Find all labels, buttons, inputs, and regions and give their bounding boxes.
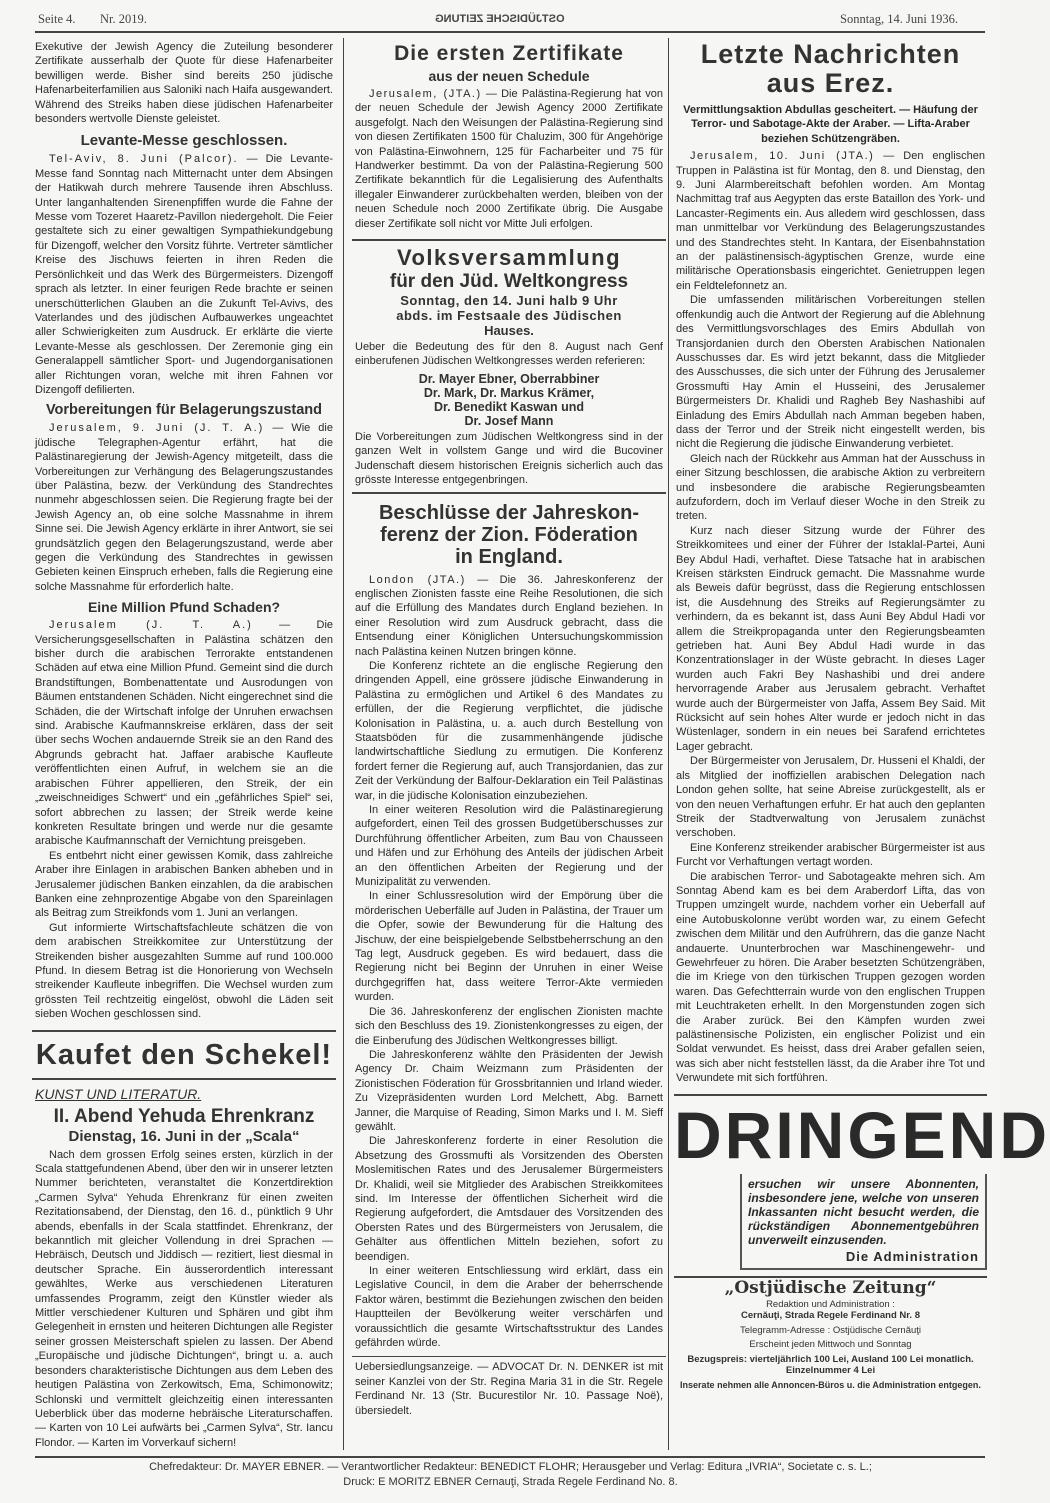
article-body: In einer weiteren Entschliessung wird erklärt, dass ein Legislative Council, in dem die Araber der beherrschende Faktor wären, bestimmt die Beziehungen zwischen den beiden Hauptteilen der Bevölkerung weiter verschärfen und voraussichtlich die gesamte Wirtschaftsstruktur des Landes gefährden würde. [355, 1265, 663, 1350]
headline-nachrichten-2: aus Erez. [766, 68, 895, 98]
schekel-ad [32, 1030, 336, 1080]
article-body: Eine Konferenz streikender arabischer Bürgermeister ist aus Furcht vor Verhaftungen vertagt worden. [676, 841, 985, 869]
dateline: Jerusalem (J. T. A.) [49, 619, 253, 632]
dringend-text: ersuchen wir unsere Abonnenten, insbesondere jene, welche von unseren Inkassanten nicht besucht werden, die rückständigen Abonnementgebühren unverweilt einzusenden. [748, 1176, 979, 1247]
ad-time: Sonntag, den 14. Juni halb 9 Uhr [400, 293, 618, 309]
footer-printer: Druck: E MORITZ EBNER Cernauţi, Strada Regele Ferdinand No. 8. [343, 1476, 678, 1488]
section-title: KUNST UND LITERATUR. [35, 1085, 202, 1102]
headline-nachrichten: Letzte Nachrichten [700, 39, 961, 69]
imprint-price: Bezugspreis: vierteljährlich 100 Lei, Ausland 100 Lei monatlich. Einzelnummer 4 Lei [687, 1353, 974, 1377]
column-3 [674, 39, 1050, 1391]
headline-ehrenkranz: II. Abend Yehuda Ehrenkranz [53, 1105, 315, 1127]
article-body: Der Bürgermeister von Jerusalem, Dr. Husseni el Khaldi, der als Mitglied der inoffiziellen arabischen Delegation nach London gehen sollte, hat seine Abreise zurückgestellt, als er von den neuen Verhaftungen erfuhr. Er hat auch den geplanten Streik der Stadtverwaltung von Jerusalem zunächst verschoben. [676, 755, 985, 840]
divider [352, 1356, 666, 1357]
article-body: Es entbehrt nicht einer gewissen Komik, dass zahlreiche Araber ihre Einlagen in arabischen Banken abheben und in Jerusalemer jüdischen Banken einzahlen, da die arabischen Banken eine zehnprozentige Abgabe von den Spareinlagen als Beitrag zum Streikfonds vom 1. Juni an verlangen. [35, 849, 333, 920]
article-body: — Die Levante-Messe fand Sonntag nach Mitternacht unter dem Absingen der Hatikwah durch mehrere Tausende ihren Abschluss. Unter langanhaltenden Sirenenpfiffen wurde die Fahne der Messe vom Tozeret Haaretz-Pavillon niedergeholt. Die Feier gestaltete sich zu einer gewaltigen Sympathiekundgebung für Dizengoff, welcher den Vorsitz führte. Vertreter sämtlicher Kreise des Jischuws feierten in ihren Reden die Persönlichkeit und das Werk des Bürgermeisters. Dizengoff sprach als letzter. In einer feurigen Rede brachte er seinen unerschütterlichen Glauben an die Zukunft Tel-Avivs, des Vaterlandes und des jüdischen Aufbauwerkes ungeachtet aller Schwierigkeiten zum Ausdruck. Er erklärte die vierte Levante-Messe als geschlossen. Der Zeremonie ging ein Generalappell sämtlicher Sport- und Jugendorganisationen aller Richtungen voran, welche mit ihren Fahnen vor Dizengoff defilierten. [35, 153, 333, 396]
article-body: Kurz nach dieser Sitzung wurde der Führer des Streikkomitees und einer der Führer der Istaklal-Partei, Auni Bey Abdul Hadi, verhaftet. Diese Tatsache hat in arabischen Kreisen stärksten Eindruck gemacht. Die Massnahme wurde als Beweis dafür begrüsst, dass die Regierung entschlossen ist, die Ausdehnung des Streiks auf Regierungsämter zu verhindern, da es bekannt ist, dass Auni Bey Abdul Hadi vor allem die Streikpropaganda unter den Regierungsbeamten getrieben hat. Auni Bey Abdul Hadi wurde in das Konzentrationslager in der Wüste gebracht. In dieses Lager wurden auch Fakri Bey Nashashibi und drei andere hervorragende Araber aus Jerusalem gebracht. Verhaftet wurde auch der Bürgermeister von Jaffa, Assem Bey Said. Mit Rücksicht auf sein hohes Alter wurde er jedoch nicht in das Wüstenlager, sondern in ein neues bei Sarafend errichtetes Lager gebracht. [676, 524, 985, 753]
ad-speakers: Dr. Mark, Dr. Markus Krämer, [423, 385, 595, 400]
ad-place: abds. im Festsaale des Jüdischen [396, 308, 622, 324]
column-divider [668, 38, 669, 1450]
article-body: Die umfassenden militärischen Vorbereitungen stellen offenkundig auch die Antwort der Regierung auf die Ablehnung des Vermittlungsvorschlages des Emirs Abdullah von Transjordanien durch den Obersten Arabischen Nationalen Ausschusses dar. Es wird jetzt bekannt, dass die Mitglieder des Ausschusses, die sich unter der Führung des Jerusalemer Grossmufti Hay Amin el Husseini, des Jerusalemer Bürgermeisters Dr. Khalidi und Ragheb Bey Nashashibi auf Einladung des Emirs Abdullah nach Amman begeben haben, dass der Terror und der Streik nicht eingestellt werden, bis nicht die Regierung die jüdische Einwanderung verbietet. [676, 294, 985, 451]
article-body: — Die Palästina-Regierung hat von der neuen Schedule der Jewish Agency 2000 Zertifikate ausgefolgt. Nach den Weisungen der Palästina-Regierung sind von diesen Zertifikaten 1500 für Chaluzim, 300 für Angehörige von Palästina-Einwohnern, 125 für Facharbeiter und 75 für Handwerker bestimmt. Da von der Palästina-Regierung 500 Zertifikate bekanntlich für die Legalisierung des Aufenthalts illegaler Einwanderer zurückbehalten werden, bleiben von der neuen Schedule noch 2000 Zertifikate übrig. Die Ausgabe dieser Zertifikate soll nicht vor Mitte Juli erfolgen. [355, 88, 663, 230]
issue-number: Nr. 2019. [100, 12, 147, 26]
dateline: Tel-Aviv, 8. Juni (Palcor). [49, 153, 239, 166]
ad-speakers: Dr. Benedikt Kaswan und [433, 399, 585, 414]
ad-intro: Ueber die Bedeutung des für den 8. August nach Genf einberufenen Jüdischen Weltkongresses werden referieren: [355, 341, 663, 368]
imprint-ads: Inserate nehmen alle Annoncen-Büros u. die Administration entgegen. [680, 1379, 981, 1390]
article-body: Die Konferenz richtete an die englische Regierung den dringenden Appell, eine grössere jüdische Einwanderung in Palästina zu ermöglichen und Artikel 6 des Mandates zu erfüllen, der die Regierung verpflichtet, die jüdische Kolonisation in Palästina, u. a. auch durch Bestellung von Staatsböden für die zusammenhängende jüdische landwirtschaftliche Siedlung zu ermutigen. Die Konferenz fordert ferner die Regierung auf, auch Transjordanien, das zur Zeit der Verkündung der Balfour-Deklaration ein Teil Palästinas war, in die jüdische Kolonisation einzubeziehen. [355, 659, 663, 802]
article-body: — Wie die jüdische Telegraphen-Agentur erfährt, hat die Palästinaregierung der Jewish-Agency mitgeteilt, dass die Vorbereitungen zur Verhängung des Belagerungszustandes über Palästina, bezw. der Verkündung des Standrechtes nunmehr abgeschlossen seien. Die Regierung fragte bei der Jewish Agency an, ob eine solche Massnahme in ihrem Sinne sei. Die Jewish Agency erklärte in ihrer Antwort, sie sei grundsätzlich gegen den Belagerungszustand, werde aber gegen die Verkündung des Standrechtes in gewissen Gebieten keinen Einspruch erheben, falls die Regierung eine solche Massnahme für erforderlich halte. [35, 422, 333, 593]
article-body: In einer Schlussresolution wird der Empörung über die mörderischen Ueberfälle auf Juden in Palästina, der Trauer um die Opfer, sowie der Bewunderung für die Haltung des Jischuw, der eine beispielgebende Selbstbeherrschung an den Tag legt, Ausdruck gegeben. Es wird bedauert, dass die Regierung nicht bei Beginn der Unruhen in einer Weise durchgegriffen hat, dass weitere Terror-Akte vermieden wurden. [355, 890, 663, 1004]
dringend-box [740, 1174, 987, 1270]
imprint-name: „Ostjüdische Zeitung“ [724, 1277, 937, 1298]
headline-beschluesse-2: ferenz der Zion. Föderation [380, 523, 638, 546]
relocation-notice: Uebersiedlungsanzeige. — ADVOCAT Dr. N. DENKER ist mit seiner Kanzlei von der Str. Regina Maria 31 in die Str. Regele Ferdinand Nr. 13 (Str. Bucurestilor Nr. 10. Passage Noë), übersiedelt. [355, 1361, 663, 1417]
dringend-notice [674, 1094, 1050, 1270]
ad-speakers: Dr. Mayer Ebner, Oberrabbiner [418, 371, 600, 386]
dateline: Jerusalem, (JTA.) [369, 88, 482, 100]
headline-belagerung: Vorbereitungen für Belagerungszustand [45, 402, 323, 419]
article-body: Die Jahreskonferenz forderte in einer Resolution die Absetzung des Grossmufti als Vorsitzenden des Obersten Moslemitischen Rates und des Jerusalemer Bürgermeisters Dr. Khalidi, weil sie Mitglieder des Arabischen Streikkomitees sind. Im Interesse der öffentlichen Sicherheit wird die Regierung aufgefordert, die Amtsdauer des Vorsitzenden des Obersten Rates und des Bürgermeisters von Jerusalem, die Gehälter aus öffentlichen Mitteln beziehen, sofort zu beendigen. [355, 1135, 663, 1263]
subheadline-ehrenkranz: Dienstag, 16. Juni in der „Scala“ [68, 1127, 300, 1145]
article-body: Die arabischen Terror- und Sabotageakte mehren sich. Am Sonntag Abend kam es bei dem Araberdorf Lifta, das von Truppen umzingelt wurde, nachdem vorher ein Ueberfall auf eine Autobuskolonne verübt worden war, zu einem Gefecht zwischen dem Militär und den Aufrührern, das die ganze Nacht andauerte. Ununterbrochen war Maschinengewehr- und Gewehrfeuer zu hören. Die Araber besetzten Schützengräben, die im Kriege von den türkischen Truppen gezogen worden waren. Das Gefechtterrain wurde von den englischen Truppen mit Leuchtraketen erhellt. In den Morgenstunden zogen sich die Araber zurück. Bei den Kämpfen wurden zwei palästinensische Polizisten, ein englischer Polizist und ein Soldat verwundet. Es heisst, dass drei Araber gefallen seien, was sich aber nicht feststellen lässt, da die Araber ihre Tot und Verwundete mit sich fortführen. [676, 870, 985, 1085]
issue-date: Sonntag, 14. Juni 1936. [840, 12, 959, 26]
beschluesse-article [355, 502, 663, 1351]
article-body: Nach dem grossen Erfolg seines ersten, kürzlich in der Scala stattgefundenen Abend, über den wir in unserer letzten Nummer berichteten, veranstaltet die Konzertdirektion „Carmen Sylva“ Yehuda Ehrenkranz für einen zweiten Rezitationsabend, der Dienstag, den 16. d., pünktlich 9 Uhr abends, ebenfalls in der Scala stattfindet. Ehrenkranz, der bekanntlich mit gleicher Vollendung in drei Sprachen — Hebräisch, Deutsch und Jiddisch — rezitiert, liest diesmal in deutscher Sprache. Ein äusserordentlich interessant gewähltes, Werke aus verschiedenen Literaturen umfassendes Programm, zeigt den Künstler wieder als Mittler verschiedener Kulturen und Sphären und gibt ihm Gelegenheit in ernsten und heiteren Dichtungen alle Register seiner grossen Meisterschaft spielen zu lassen. Der Abend „Europäische und jüdische Dichtungen“, bringt u. a. auch besonders charakteristische Dichtungen aus dem Leben des heutigen Palästina von Zerkowitsch, Ema, Schimonowitz; Schlonski und vermittelt gleichzeitig einen interessanten Ueberblick über das moderne hebräische Literaturschaffen. — Karten von 10 Lei aufwärts bei „Carmen Sylva“, Str. Iancu Flondor. — Karten im Vorverkauf sichern! [35, 1148, 333, 1449]
imprint-schedule: Erscheint jeden Mittwoch und Sonntag [749, 1339, 912, 1351]
article-body: Gut informierte Wirtschaftsfachleute schätzen die von dem arabischen Streikkomitee zur Unterstützung der Streikenden bisher ausgezahlten Summe auf rund 100.000 Pfund. In diesem Betrag ist die Honorierung von Wechseln streikender Kaufleute inbegriffen. Die Wechsel wurden zum grössten Teil rechtzeitig eingelöst, obwohl die Läden seit sieben Wochen geschlossen sind. [35, 921, 333, 1021]
footer-rule [35, 1456, 985, 1458]
subheadline-zertifikate: aus der neuen Schedule [428, 68, 590, 84]
dringend-title: DRINGEND [674, 1097, 1050, 1172]
article-body: — Den englischen Truppen in Palästina ist für Montag, den 8. und Dienstag, den 9. Juni Alarmbereitschaft befohlen worden. Am Montag Nachmittag traf aus Aegypten das erste Bataillon des York- und Lancaster-Regiments ein. Aus alledem wird geschlossen, dass man unmittelbar vor Verkündung des Belagerungszustandes und des Standrechtes steht. In Kantara, der Eisenbahnstation an der palästinensisch-ägyptischen Grenze, wurde eine militärische Operationsbasis eingerichtet. Genietruppen legen ein Feldtelefonnetz an. [676, 150, 985, 292]
footer [38, 1460, 983, 1490]
dateline: Jerusalem, 9. Juni (J. T. A.) [49, 422, 265, 435]
ad-speakers: Dr. Josef Mann [464, 413, 554, 428]
imprint-telegram: Telegramm-Adresse : Ostjüdische Cernăuţi [739, 1324, 922, 1336]
ad-title: Volksversammlung [396, 245, 622, 271]
ad-subtitle: für den Jüd. Weltkongress [389, 271, 629, 293]
imprint [674, 1276, 987, 1392]
footer-editors: Chefredakteur: Dr. MAYER EBNER. — Verantwortlicher Redakteur: BENEDICT FLOHR; Herausgeber und Verlag: Editura „IVRIA“, Societate c. s. L.; [149, 1461, 872, 1473]
article-body: In einer weiteren Resolution wird die Palästinaregierung aufgefordert, einen Teil des grossen Budgetüberschusses zur Durchführung öffentlicher Arbeiten, zum Bau von Chausseen und Häfen und zur Erhöhung des Anteils der jüdischen Arbeit an den öffentlichen Arbeiten der Regierung und der Munizipalität zu verwenden. [355, 804, 663, 889]
headline-zertifikate: Die ersten Zertifikate [394, 42, 624, 65]
headline-beschluesse-3: in England. [455, 545, 563, 568]
column-1 [35, 40, 333, 1450]
article-intro: Exekutive der Jewish Agency die Zuteilung besonderer Zertifikate ausserhalb der Quote für diese Hafenarbeiter bewilligen werde. Bisher sind bereits 250 jüdische Hafenarbeiterfamilien aus Saloniki nach Haifa ausgewandert. Während des Streiks haben diese jüdischen Hafenarbeiter besonders wertvolle Dienste geleistet. [35, 41, 333, 126]
column-2 [355, 42, 663, 1418]
masthead: OSTJÜDISCHE ZEITUNG [435, 13, 565, 25]
page-number: Seite 4. [38, 12, 76, 26]
dringend-signature: Die Administration [845, 1248, 979, 1264]
headline-levante: Levante-Messe geschlossen. [80, 132, 288, 150]
headline-beschluesse: Beschlüsse der Jahreskon- [378, 501, 640, 524]
volksversammlung-ad [352, 239, 666, 493]
column-divider [343, 38, 344, 1450]
ad-outro: Die Vorbereitungen zum Jüdischen Weltkongress sind in der ganzen Welt in vollstem Gange und wird die Bucoviner Judenschaft diesem historischen Ereignis sicherlich auch das grösste Interesse entgegenbringen. [355, 430, 663, 487]
article-body: Die 36. Jahreskonferenz der englischen Zionisten machte sich den Beschluss des 19. Zionistenkongresses zu eigen, der die Einberufung des Jüdischen Weltkongresses billigt. [355, 1005, 663, 1047]
article-body: Gleich nach der Rückkehr aus Amman hat der Ausschuss in einer Sitzung beschlossen, die arabische Aktion zu verbreitern und insbesondere die arabische Regierungsbeamten aufzufordern, doch im Verlauf dieser Woche in den Streik zu treten. [676, 452, 985, 523]
dateline: Jerusalem, 10. Juni (JTA.) [690, 150, 875, 163]
article-body: — Die Versicherungsgesellschaften in Palästina schätzen den bisher durch die arabischen Terrorakte entstandenen Schäden auf etwa eine Million Pfund. Gemeint sind die durch Brandstiftungen, Bombenattentate und Ausrodungen von Bäumen entstandenen Schäden. Nicht eingerechnet sind die Schäden, die der Wirtschaft infolge der Unruhen erwachsen sind. Arabische Kaufmannskreise erklären, dass der seit über sechs Wochen andauernde Streik sie an den Rand des Abgrunds gebracht hat. Jaffaer arabische Kaufleute veröffentlichten einen Aufruf, in welchem sie an die arabischen Führer appellieren, den Streik, der ein „zweischneidiges Schwert“ und ein „gefährliches Spiel“ sei, sofort abbrechen zu lassen; der Streik werde keine konkreten Resultate bringen und werde nur die gesamte arabische Kaufmannschaft der Vernichtung preisgeben. [35, 619, 334, 848]
article-body: Die Jahreskonferenz wählte den Präsidenten der Jewish Agency Dr. Chaim Weizmann zum Präsidenten der Zionistischen Föderation für Grossbritannien und Irland wieder. Zu Vizepräsidenten wurden Lord Melchett, Abg. Barnett Janner, die Marquise of Reading, Simon Marks und I. M. Sieff gewählt. [355, 1048, 663, 1133]
dateline: London (JTA.) [369, 573, 466, 586]
imprint-line: Redaktion und Administration : [766, 1298, 895, 1310]
article-body: — Die 36. Jahreskonferenz der englischen Zionisten fasste eine Reihe Resolutionen, die sich auf die Erfüllung des Mandates durch England beziehen. In einer Resolution wird zum Ausdruck gebracht, dass die Entsendung einer Königlichen Untersuchungskommission nach Palästina keinen Nutzen bringen könne. [355, 573, 663, 658]
schekel-ad-text: Kaufet den Schekel! [35, 1038, 333, 1071]
header-rule [35, 31, 985, 33]
imprint-address: Cernăuţi, Strada Regele Ferdinand Nr. 8 [741, 1310, 920, 1322]
subheadlines: Vermittlungsaktion Abdullas gescheitert. — Häufung der Terror- und Sabotage-Akte der Araber. — Lifta-Araber beziehen Schützengräben. [683, 104, 978, 145]
ad-place-2: Hauses. [484, 323, 534, 339]
headline-million: Eine Million Pfund Schaden? [87, 599, 281, 616]
